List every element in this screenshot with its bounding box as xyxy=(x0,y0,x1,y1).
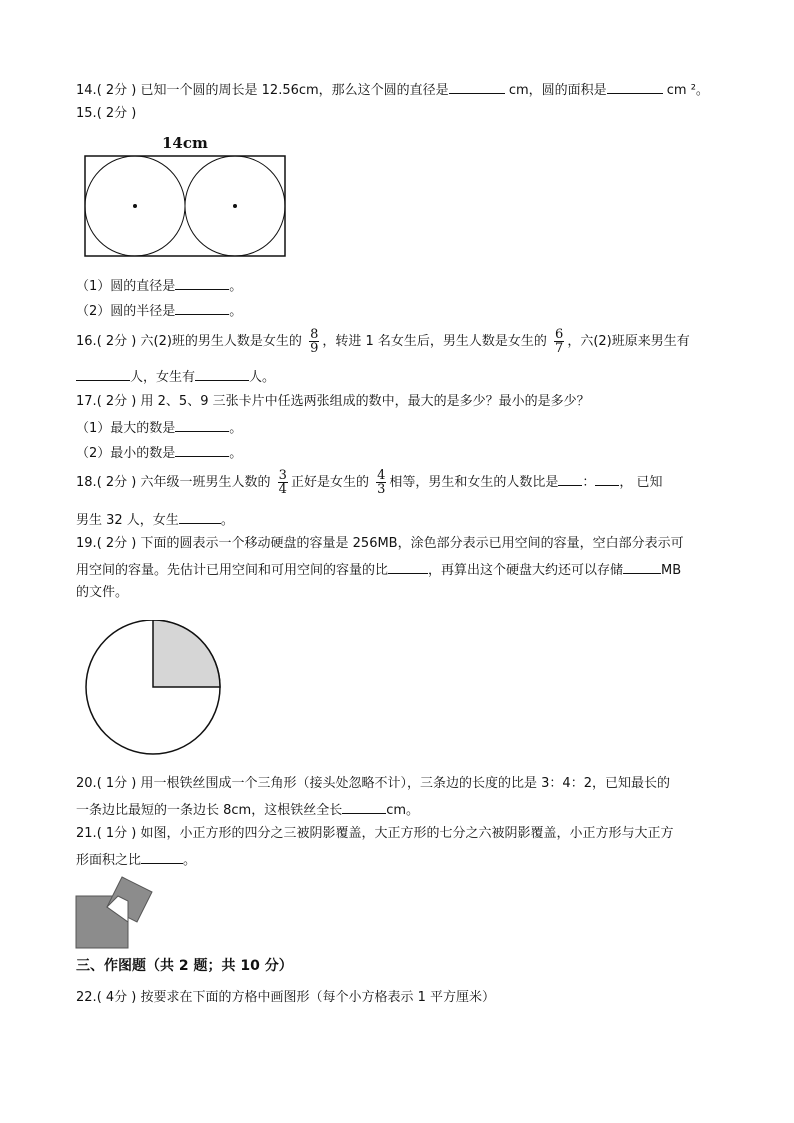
question-text: ，再算出这个硬盘大约还可以存储 xyxy=(428,563,624,578)
question-text: 人。 xyxy=(249,370,276,385)
answer-blank[interactable] xyxy=(175,418,229,432)
question-18 xyxy=(76,468,663,498)
rectangle-circles-figure xyxy=(84,154,288,258)
question-19 xyxy=(76,535,684,553)
question-20 xyxy=(76,775,670,793)
question-score: ( 2分 ) xyxy=(96,106,137,121)
answer-blank[interactable] xyxy=(76,367,130,381)
fraction: $\frac{3}{4}$ xyxy=(278,468,287,497)
question-text: 按要求在下面的方格中画图形（每个小方格表示 1 平方厘米） xyxy=(140,990,496,1005)
question-text: 六(2)班的男生人数是女生的 xyxy=(140,334,302,349)
question-text: ，六(2)班原来男生有 xyxy=(567,334,690,349)
answer-blank[interactable] xyxy=(607,80,663,94)
question-15-part-2 xyxy=(76,301,242,321)
answer-blank[interactable] xyxy=(342,800,386,814)
question-score: ( 2分 ) xyxy=(96,536,137,551)
punctuation: 。 xyxy=(229,304,243,319)
question-text: 六年级一班男生人数的 xyxy=(140,475,271,490)
overlapping-squares-figure xyxy=(74,874,156,950)
question-score: ( 1分 ) xyxy=(96,776,137,791)
fraction: $\frac{6}{7}$ xyxy=(555,327,564,356)
punctuation: 。 xyxy=(220,513,234,528)
question-14 xyxy=(76,80,709,100)
question-21-line-2 xyxy=(76,850,196,870)
question-text: 用一根铁丝围成一个三角形（接头处忽略不计），三条边的长度的比是 3：4：2，已知最长的 xyxy=(140,776,670,791)
question-18-line-2 xyxy=(76,510,234,530)
question-score: ( 2分 ) xyxy=(96,475,137,490)
answer-blank[interactable] xyxy=(175,443,229,457)
question-number: 22. xyxy=(76,990,97,1005)
question-number: 18. xyxy=(76,475,97,490)
answer-blank[interactable] xyxy=(595,472,619,486)
question-number: 16. xyxy=(76,334,97,349)
question-score: ( 2分 ) xyxy=(96,334,137,349)
right-center-dot xyxy=(233,204,237,208)
question-text: 正好是女生的 xyxy=(290,475,369,490)
question-score: ( 4分 ) xyxy=(96,990,137,1005)
question-number: 19. xyxy=(76,536,97,551)
answer-blank[interactable] xyxy=(141,850,183,864)
question-text: ， 已知 xyxy=(619,475,663,490)
sub-question-text: （2）圆的半径是 xyxy=(76,304,176,319)
answer-blank[interactable] xyxy=(179,510,221,524)
fraction: $\frac{8}{9}$ xyxy=(310,327,319,356)
question-text: 如图，小正方形的四分之三被阴影覆盖，大正方形的七分之六被阴影覆盖，小正方形与大正方 xyxy=(140,826,674,841)
question-text: 男生 32 人，女生 xyxy=(76,513,179,528)
answer-blank[interactable] xyxy=(623,560,661,574)
question-text: 用空间的容量。先估计已用空间和可用空间的容量的比 xyxy=(76,563,389,578)
question-number: 21. xyxy=(76,826,97,841)
question-20-line-2 xyxy=(76,800,419,820)
figure-width-label: 14cm xyxy=(162,134,208,152)
answer-blank[interactable] xyxy=(175,301,229,315)
punctuation: 。 xyxy=(229,446,243,461)
answer-blank[interactable] xyxy=(449,80,505,94)
punctuation: 。 xyxy=(229,421,243,436)
question-17-part-2 xyxy=(76,443,242,463)
left-center-dot xyxy=(133,204,137,208)
question-22 xyxy=(76,989,495,1007)
question-number: 15. xyxy=(76,106,97,121)
question-score: ( 2分 ) xyxy=(96,394,137,409)
question-text: 相等，男生和女生的人数比是 xyxy=(389,475,559,490)
question-15-part-1 xyxy=(76,276,242,296)
disk-usage-circle xyxy=(82,620,224,762)
question-text: 用 2、5、9 三张卡片中任选两张组成的数中，最大的是多少？最小的是多少？ xyxy=(140,394,590,409)
answer-blank[interactable] xyxy=(388,560,428,574)
punctuation: 。 xyxy=(229,279,243,294)
punctuation: 。 xyxy=(183,853,197,868)
question-score: ( 1分 ) xyxy=(96,826,137,841)
answer-blank[interactable] xyxy=(558,472,582,486)
sub-question-text: （2）最小的数是 xyxy=(76,446,176,461)
unit-text: MB xyxy=(661,563,682,578)
unit-text: cm ²。 xyxy=(666,83,709,98)
question-number: 20. xyxy=(76,776,97,791)
sub-question-text: （1）最大的数是 xyxy=(76,421,176,436)
answer-blank[interactable] xyxy=(175,276,229,290)
question-text: 已知一个圆的周长是 12.56cm，那么这个圆的直径是 xyxy=(140,83,449,98)
question-text: cm，圆的面积是 xyxy=(508,83,607,98)
question-15 xyxy=(76,105,136,123)
fraction: $\frac{4}{3}$ xyxy=(377,468,386,497)
question-19-line-2 xyxy=(76,560,681,580)
question-16 xyxy=(76,327,690,357)
question-text: 形面积之比 xyxy=(76,853,142,868)
question-21 xyxy=(76,825,674,843)
question-text: 一条边比最短的一条边长 8cm，这根铁丝全长 xyxy=(76,803,343,818)
question-text: ，转进 1 名女生后，男生人数是女生的 xyxy=(322,334,547,349)
question-score: ( 2分 ) xyxy=(96,83,137,98)
question-19-line-3 xyxy=(76,584,128,602)
question-17 xyxy=(76,393,590,411)
sub-question-text: （1）圆的直径是 xyxy=(76,279,176,294)
unit-text: cm。 xyxy=(386,803,420,818)
section-heading: 三、作图题（共 2 题；共 10 分） xyxy=(76,958,293,974)
answer-blank[interactable] xyxy=(195,367,249,381)
question-text: 下面的圆表示一个移动硬盘的容量是 256MB，涂色部分表示已用空间的容量，空白部分表示可 xyxy=(140,536,684,551)
question-16-line-2 xyxy=(76,367,275,387)
question-text: 的文件。 xyxy=(76,585,129,600)
question-text: 人，女生有 xyxy=(130,370,196,385)
used-space-slice xyxy=(153,620,220,687)
question-number: 14. xyxy=(76,83,97,98)
question-number: 17. xyxy=(76,394,97,409)
question-17-part-1 xyxy=(76,418,242,438)
colon: ： xyxy=(582,475,596,490)
